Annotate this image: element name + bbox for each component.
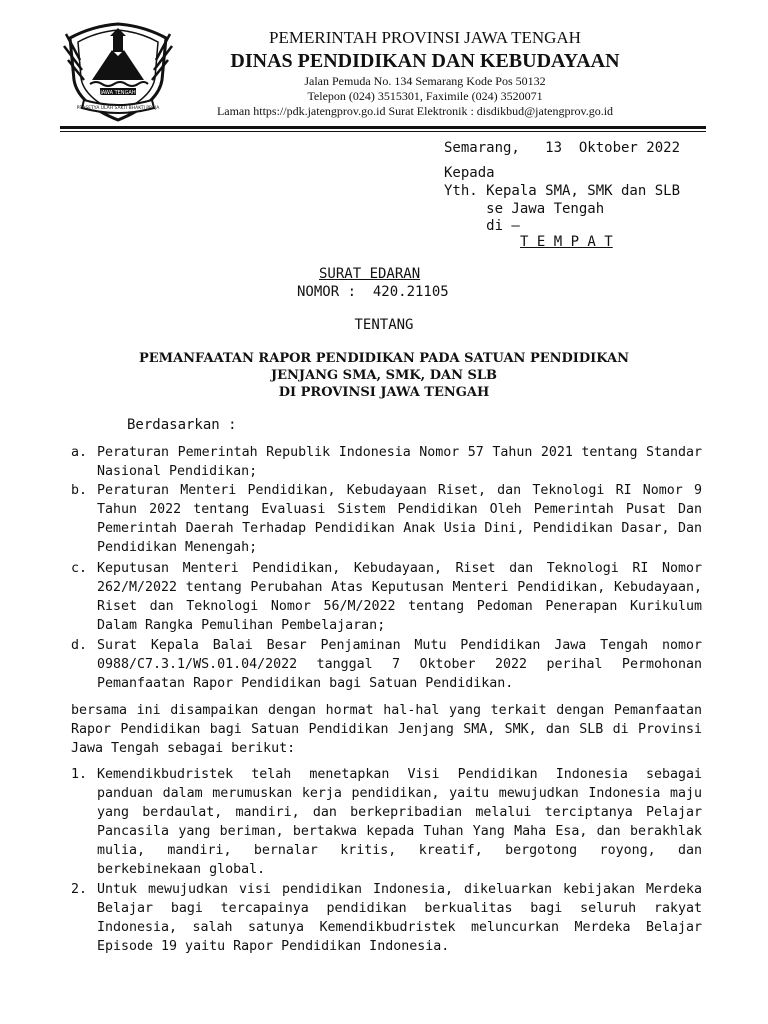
letterhead-agency: DINAS PENDIDIKAN DAN KEBUDAYAAN xyxy=(230,50,620,72)
based-on-label: Berdasarkan : xyxy=(127,417,237,433)
recipient-line-2: Yth. Kepala SMA, SMK dan SLB xyxy=(444,183,681,199)
reference-item: Peraturan Menteri Pendidikan, Kebudayaan Riset, dan Teknologi RI Nomor 9 Tahun 2022 tentang Evaluasi Sistem Pendidikan Oleh Pemerintah Pusat Dan Pemerintah Daerah Terhadap Pendidikan Anak Usia Dini, Pendidikan Dasar, Dan Pendidikan Menengah; xyxy=(97,483,702,555)
reference-item: Keputusan Menteri Pendidikan, Kebudayaan, Riset dan Teknologi RI Nomor 262/M/2022 tentang Perubahan Atas Keputusan Menteri Pendidikan, Kebudayaan, Riset dan Teknologi Nomor 56/M/2022 tentang Pedoman Penerapan Kurikulum Dalam Rangka Pemulihan Pembelajaran; xyxy=(97,561,702,633)
letterhead-divider-thin xyxy=(60,131,706,132)
point-marker: 1. xyxy=(71,767,88,782)
letterhead-government: PEMERINTAH PROVINSI JAWA TENGAH xyxy=(269,28,581,47)
reference-item: Surat Kepala Balai Besar Penjaminan Mutu Pendidikan Jawa Tengah nomor 0988/C7.3.1/WS.01.04/2022 tanggal 7 Oktober 2022 perihal Permohonan Pemanfaatan Rapor Pendidikan bagi Satuan Pendidikan. xyxy=(97,638,702,691)
letterhead-address: Jalan Pemuda No. 134 Semarang Kode Pos 50132 xyxy=(304,74,546,88)
reference-item: Peraturan Pemerintah Republik Indonesia Nomor 57 Tahun 2021 tentang Standar Nasional Pendidikan; xyxy=(97,445,702,479)
title-line-3: DI PROVINSI JAWA TENGAH xyxy=(278,385,490,400)
letterhead xyxy=(185,28,665,119)
recipient-line-1: Kepada xyxy=(444,165,495,181)
circular-about: TENTANG xyxy=(354,317,414,333)
recipient-place: T E M P A T xyxy=(520,234,613,250)
emblem-text: JAWA TENGAH xyxy=(100,90,136,96)
emblem-motto: PRASETYA ULAH SAKTI BHAKTI PRAJA xyxy=(76,106,160,111)
point-item: Kemendikbudristek telah menetapkan Visi Pendidikan Indonesia sebagai panduan dalam merumuskan kerja pendidikan, yaitu mewujudkan Indonesia maju yang berdaulat, mandiri, dan berkepribadian melalui terciptanya Pelajar Pancasila yang beriman, bertakwa kepada Tuhan Yang Maha Esa, dan berakhlak mulia, mandiri, bernalar kritis, kreatif, bergotong royong, dan berkebinekaan global. xyxy=(97,767,702,877)
letterhead-web-email: Laman https://pdk.jatengprov.go.id Surat Elektronik : disdikbud@jatengprov.go.id xyxy=(216,104,614,118)
point-item: Untuk mewujudkan visi pendidikan Indonesia, dikeluarkan kebijakan Merdeka Belajar bagi tercapainya pendidikan berkualitas bagi seluruh rakyat Indonesia, salah satunya Kemendikbudristek meluncurkan Merdeka Belajar Episode 19 yaitu Rapor Pendidikan Indonesia. xyxy=(97,882,702,954)
recipient-line-3: se Jawa Tengah xyxy=(444,201,605,217)
title-line-2: JENJANG SMA, SMK, DAN SLB xyxy=(270,368,498,383)
point-marker: 2. xyxy=(71,882,88,897)
central-java-emblem-logo xyxy=(62,20,174,124)
letterhead-divider-thick xyxy=(60,126,706,129)
title-line-1: PEMANFAATAN RAPOR PENDIDIKAN PADA SATUAN PENDIDIKAN xyxy=(139,351,629,366)
letterhead-phone: Telepon (024) 3515301, Faximile (024) 3520071 xyxy=(307,89,543,103)
reference-marker: b. xyxy=(71,483,88,498)
intro-paragraph: bersama ini disampaikan dengan hormat hal-hal yang terkait dengan Pemanfaatan Rapor Pendidikan bagi Satuan Pendidikan Jenjang SMA, SMK, dan SLB di Provinsi Jawa Tengah sebagai berikut: xyxy=(71,703,702,756)
recipient-line-4: di – xyxy=(444,218,520,234)
date-place: Semarang, 13 Oktober 2022 xyxy=(444,140,681,156)
reference-marker: d. xyxy=(71,638,88,653)
circular-label: SURAT EDARAN xyxy=(319,266,421,282)
circular-number: NOMOR : 420.21105 xyxy=(297,284,449,300)
reference-marker: a. xyxy=(71,445,88,460)
reference-marker: c. xyxy=(71,561,88,576)
